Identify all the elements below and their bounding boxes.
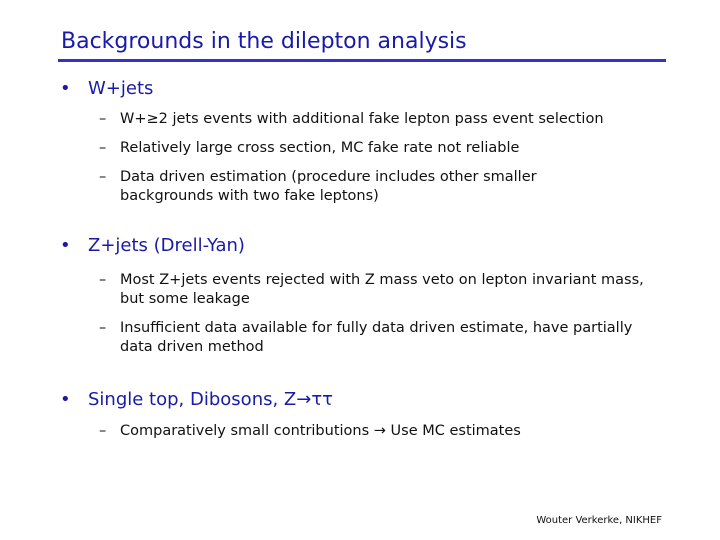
footer-author: Wouter Verkerke, NIKHEF — [536, 515, 662, 526]
dash-icon: – — [99, 140, 107, 156]
sub-bullet-text: Insufficient data available for fully data driven estimate, have partially data driven method — [120, 320, 633, 355]
dash-icon: – — [99, 423, 107, 439]
sub-bullet — [99, 139, 659, 158]
dash-icon: – — [99, 169, 107, 185]
bullet-dot-icon: • — [60, 78, 71, 99]
sub-bullet — [99, 110, 659, 129]
sub-bullet-text: Relatively large cross section, MC fake rate not reliable — [120, 140, 520, 156]
bullet-heading: Z+jets (Drell-Yan) — [88, 235, 245, 256]
sub-bullet — [99, 168, 599, 206]
dash-icon: – — [99, 111, 107, 127]
title-underline — [58, 59, 666, 62]
bullet-heading: W+jets — [88, 78, 154, 99]
sub-bullet-text: Most Z+jets events rejected with Z mass veto on lepton invariant mass, but some leakage — [120, 272, 644, 307]
slide-title: Backgrounds in the dilepton analysis — [61, 29, 467, 54]
bullet-dot-icon: • — [60, 389, 71, 410]
bullet-dot-icon: • — [60, 235, 71, 256]
bullet-heading: Single top, Dibosons, Z→ττ — [88, 389, 334, 410]
bullet-single-top — [60, 389, 333, 410]
sub-bullet-text: Data driven estimation (procedure includes other smaller backgrounds with two fake leptons) — [120, 169, 537, 204]
sub-bullet — [99, 319, 639, 357]
sub-bullet — [99, 271, 659, 309]
sub-bullet-text: W+≥2 jets events with additional fake lepton pass event selection — [120, 111, 604, 127]
dash-icon: – — [99, 272, 107, 288]
bullet-wjets — [60, 78, 153, 99]
sub-bullet-text: Comparatively small contributions → Use MC estimates — [120, 423, 521, 439]
sub-bullet — [99, 422, 659, 441]
dash-icon: – — [99, 320, 107, 336]
bullet-zjets — [60, 235, 245, 256]
